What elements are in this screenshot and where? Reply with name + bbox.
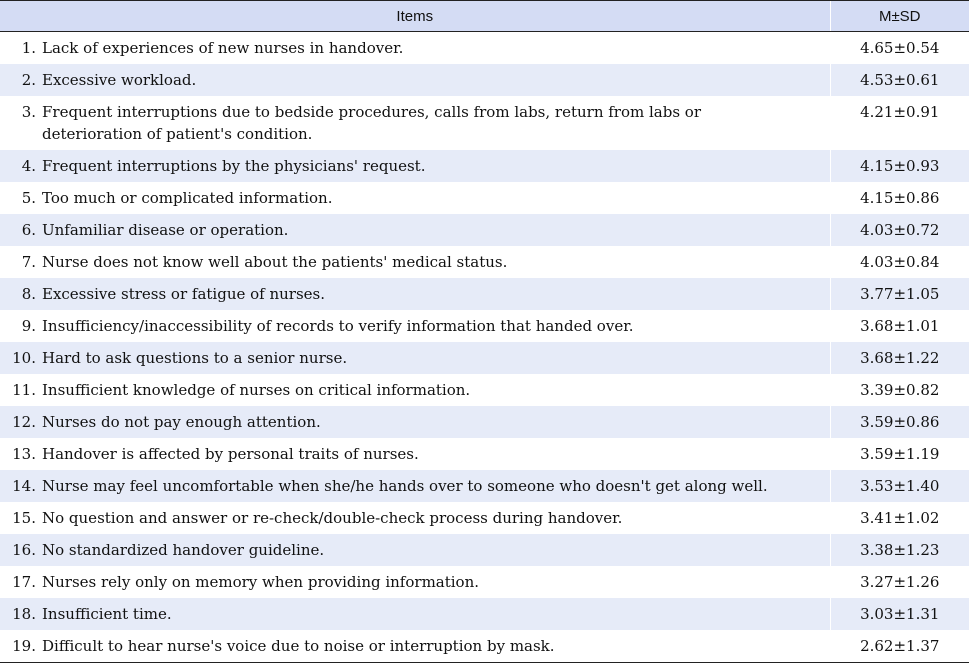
- item-number: 10.: [12, 349, 36, 367]
- item-number: 13.: [12, 445, 36, 463]
- table-row: [0, 150, 969, 182]
- item-text: Hard to ask questions to a senior nurse.: [42, 349, 348, 367]
- msd-value: 4.03±0.84: [830, 246, 969, 278]
- msd-value: 4.65±0.54: [830, 32, 969, 65]
- msd-value: 4.03±0.72: [830, 214, 969, 246]
- item-text: Nurse does not know well about the patients' medical status.: [42, 253, 508, 271]
- msd-value: 3.41±1.02: [830, 502, 969, 534]
- table-row: [0, 32, 969, 65]
- item-number: 3.: [21, 103, 36, 121]
- item-number: 7.: [21, 253, 36, 271]
- table-row: [0, 630, 969, 663]
- msd-value: 3.39±0.82: [830, 374, 969, 406]
- table-row: [0, 438, 969, 470]
- item-number: 5.: [21, 189, 36, 207]
- item-text: Insufficient time.: [42, 605, 172, 623]
- item-number: 17.: [12, 573, 36, 591]
- msd-value: 4.15±0.93: [830, 150, 969, 182]
- item-text: Insufficiency/inaccessibility of records to verify information that handed over.: [42, 317, 634, 335]
- item-number: 6.: [21, 221, 36, 239]
- item-number: 9.: [21, 317, 36, 335]
- item-text: Frequent interruptions by the physicians' request.: [42, 157, 426, 175]
- table-row: [0, 182, 969, 214]
- table-row: [0, 598, 969, 630]
- table-row: [0, 502, 969, 534]
- table-row: [0, 566, 969, 598]
- item-number: 18.: [12, 605, 36, 623]
- table-row: [0, 342, 969, 374]
- table-row: [0, 214, 969, 246]
- item-text: No question and answer or re-check/double-check process during handover.: [42, 509, 623, 527]
- item-text: Nurses do not pay enough attention.: [42, 413, 321, 431]
- item-text: Nurse may feel uncomfortable when she/he hands over to someone who doesn't get along well.: [42, 477, 768, 495]
- msd-header: M±SD: [830, 1, 969, 32]
- item-text: Excessive stress or fatigue of nurses.: [42, 285, 326, 303]
- msd-value: 3.38±1.23: [830, 534, 969, 566]
- item-text: Excessive workload.: [42, 71, 197, 89]
- item-number: 19.: [12, 637, 36, 655]
- item-text: Frequent interruptions due to bedside procedures, calls from labs, return from labs or deterioration of patient's condition.: [42, 103, 701, 143]
- table-row: [0, 374, 969, 406]
- msd-value: 3.77±1.05: [830, 278, 969, 310]
- items-header: Items: [0, 1, 830, 32]
- item-text: Unfamiliar disease or operation.: [42, 221, 289, 239]
- table-row: [0, 534, 969, 566]
- table-row: [0, 470, 969, 502]
- msd-value: 3.27±1.26: [830, 566, 969, 598]
- table-row: [0, 246, 969, 278]
- item-number: 15.: [12, 509, 36, 527]
- item-text: Nurses rely only on memory when providing information.: [42, 573, 480, 591]
- table-row: [0, 96, 969, 150]
- table-row: [0, 64, 969, 96]
- item-number: 1.: [21, 39, 36, 57]
- table-row: [0, 406, 969, 438]
- msd-value: 3.03±1.31: [830, 598, 969, 630]
- item-number: 8.: [21, 285, 36, 303]
- item-text: Difficult to hear nurse's voice due to noise or interruption by mask.: [42, 637, 555, 655]
- table-row: [0, 278, 969, 310]
- msd-value: 3.68±1.01: [830, 310, 969, 342]
- item-text: Too much or complicated information.: [42, 189, 333, 207]
- msd-value: 3.68±1.22: [830, 342, 969, 374]
- msd-value: 3.59±1.19: [830, 438, 969, 470]
- item-number: 11.: [12, 381, 36, 399]
- item-text: No standardized handover guideline.: [42, 541, 325, 559]
- item-number: 12.: [12, 413, 36, 431]
- item-number: 4.: [21, 157, 36, 175]
- msd-value: 3.59±0.86: [830, 406, 969, 438]
- table-row: [0, 310, 969, 342]
- msd-value: 4.15±0.86: [830, 182, 969, 214]
- header-row: [0, 1, 969, 32]
- item-text: Handover is affected by personal traits of nurses.: [42, 445, 419, 463]
- msd-value: 4.53±0.61: [830, 64, 969, 96]
- msd-value: 2.62±1.37: [830, 630, 969, 663]
- msd-value: 4.21±0.91: [830, 96, 969, 150]
- msd-value: 3.53±1.40: [830, 470, 969, 502]
- item-number: 2.: [21, 71, 36, 89]
- item-text: Lack of experiences of new nurses in handover.: [42, 39, 404, 57]
- item-number: 14.: [12, 477, 36, 495]
- item-text: Insufficient knowledge of nurses on critical information.: [42, 381, 471, 399]
- item-number: 16.: [12, 541, 36, 559]
